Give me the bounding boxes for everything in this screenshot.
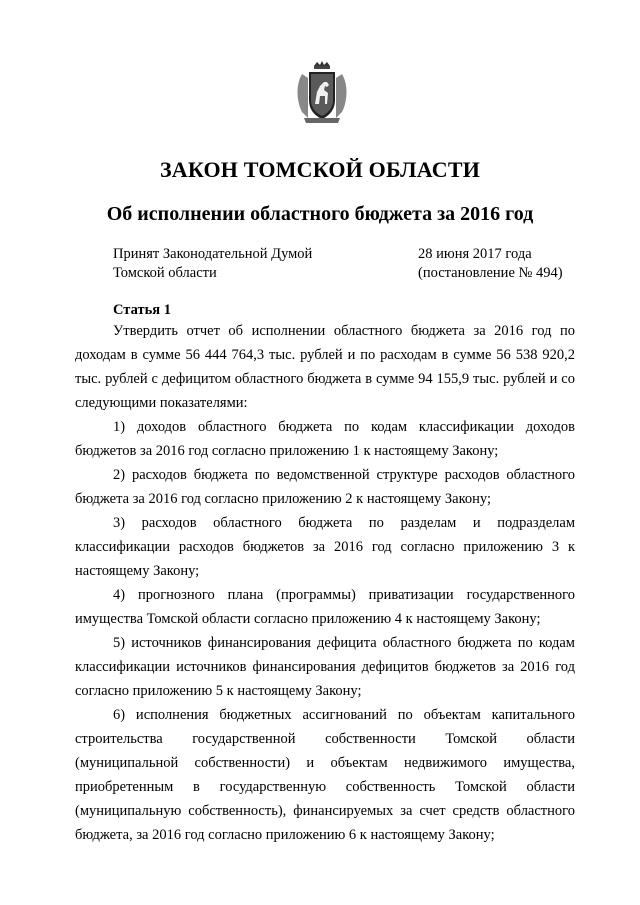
article-body [75, 319, 575, 847]
article-paragraph: 6) исполнения бюджетных ассигнований по объектам капитального строительства государственной собственности Томской области (муниципальной собственности) и объектам недвижимого имущества, приобретенным в государственную собственность Томской области (муниципальную собственность), финансируемых за счет средств областного бюджета, за 2016 год согласно приложению 6 к настоящему Закону; [75, 707, 575, 843]
article-paragraph: 5) источников финансирования дефицита областного бюджета по кодам классификации источников финансирования дефицитов бюджетов за 2016 год согласно приложению 5 к настоящему Закону; [75, 635, 575, 699]
article-paragraph: 3) расходов областного бюджета по разделам и подразделам классификации расходов бюджетов за 2016 год согласно приложению 3 к настоящему Закону; [75, 515, 575, 579]
document-subtitle: Об исполнении областного бюджета за 2016 год [106, 203, 534, 225]
adoption-date-line: 28 июня 2017 года [418, 246, 532, 262]
adoption-body-line2: Томской области [113, 265, 217, 281]
article-heading: Статья 1 [113, 302, 171, 318]
adoption-date [418, 245, 563, 283]
adoption-body [113, 245, 312, 283]
article-paragraph: 1) доходов областного бюджета по кодам классификации доходов бюджетов за 2016 год согласно приложению 1 к настоящему Закону; [75, 419, 575, 459]
adoption-body-line1: Принят Законодательной Думой [113, 246, 313, 262]
document-title: ЗАКОН ТОМСКОЙ ОБЛАСТИ [159, 157, 481, 182]
article-paragraph: 4) прогнозного плана (программы) приватизации государственного имущества Томской области согласно приложению 4 к настоящему Закону; [75, 587, 575, 627]
article-paragraph: 2) расходов бюджета по ведомственной структуре расходов областного бюджета за 2016 год согласно приложению 2 к настоящему Закону; [75, 467, 575, 507]
adoption-resolution-line: (постановление № 494) [418, 265, 563, 281]
coat-of-arms-icon [294, 60, 350, 124]
article-paragraph: Утвердить отчет об исполнении областного бюджета за 2016 год по доходам в сумме 56 444 764,3 тыс. рублей и по расходам в сумме 56 538 920,2 тыс. рублей с дефицитом областного бюджета в сумме 94 155,9 тыс. рублей и со следующими показателями: [75, 323, 575, 411]
